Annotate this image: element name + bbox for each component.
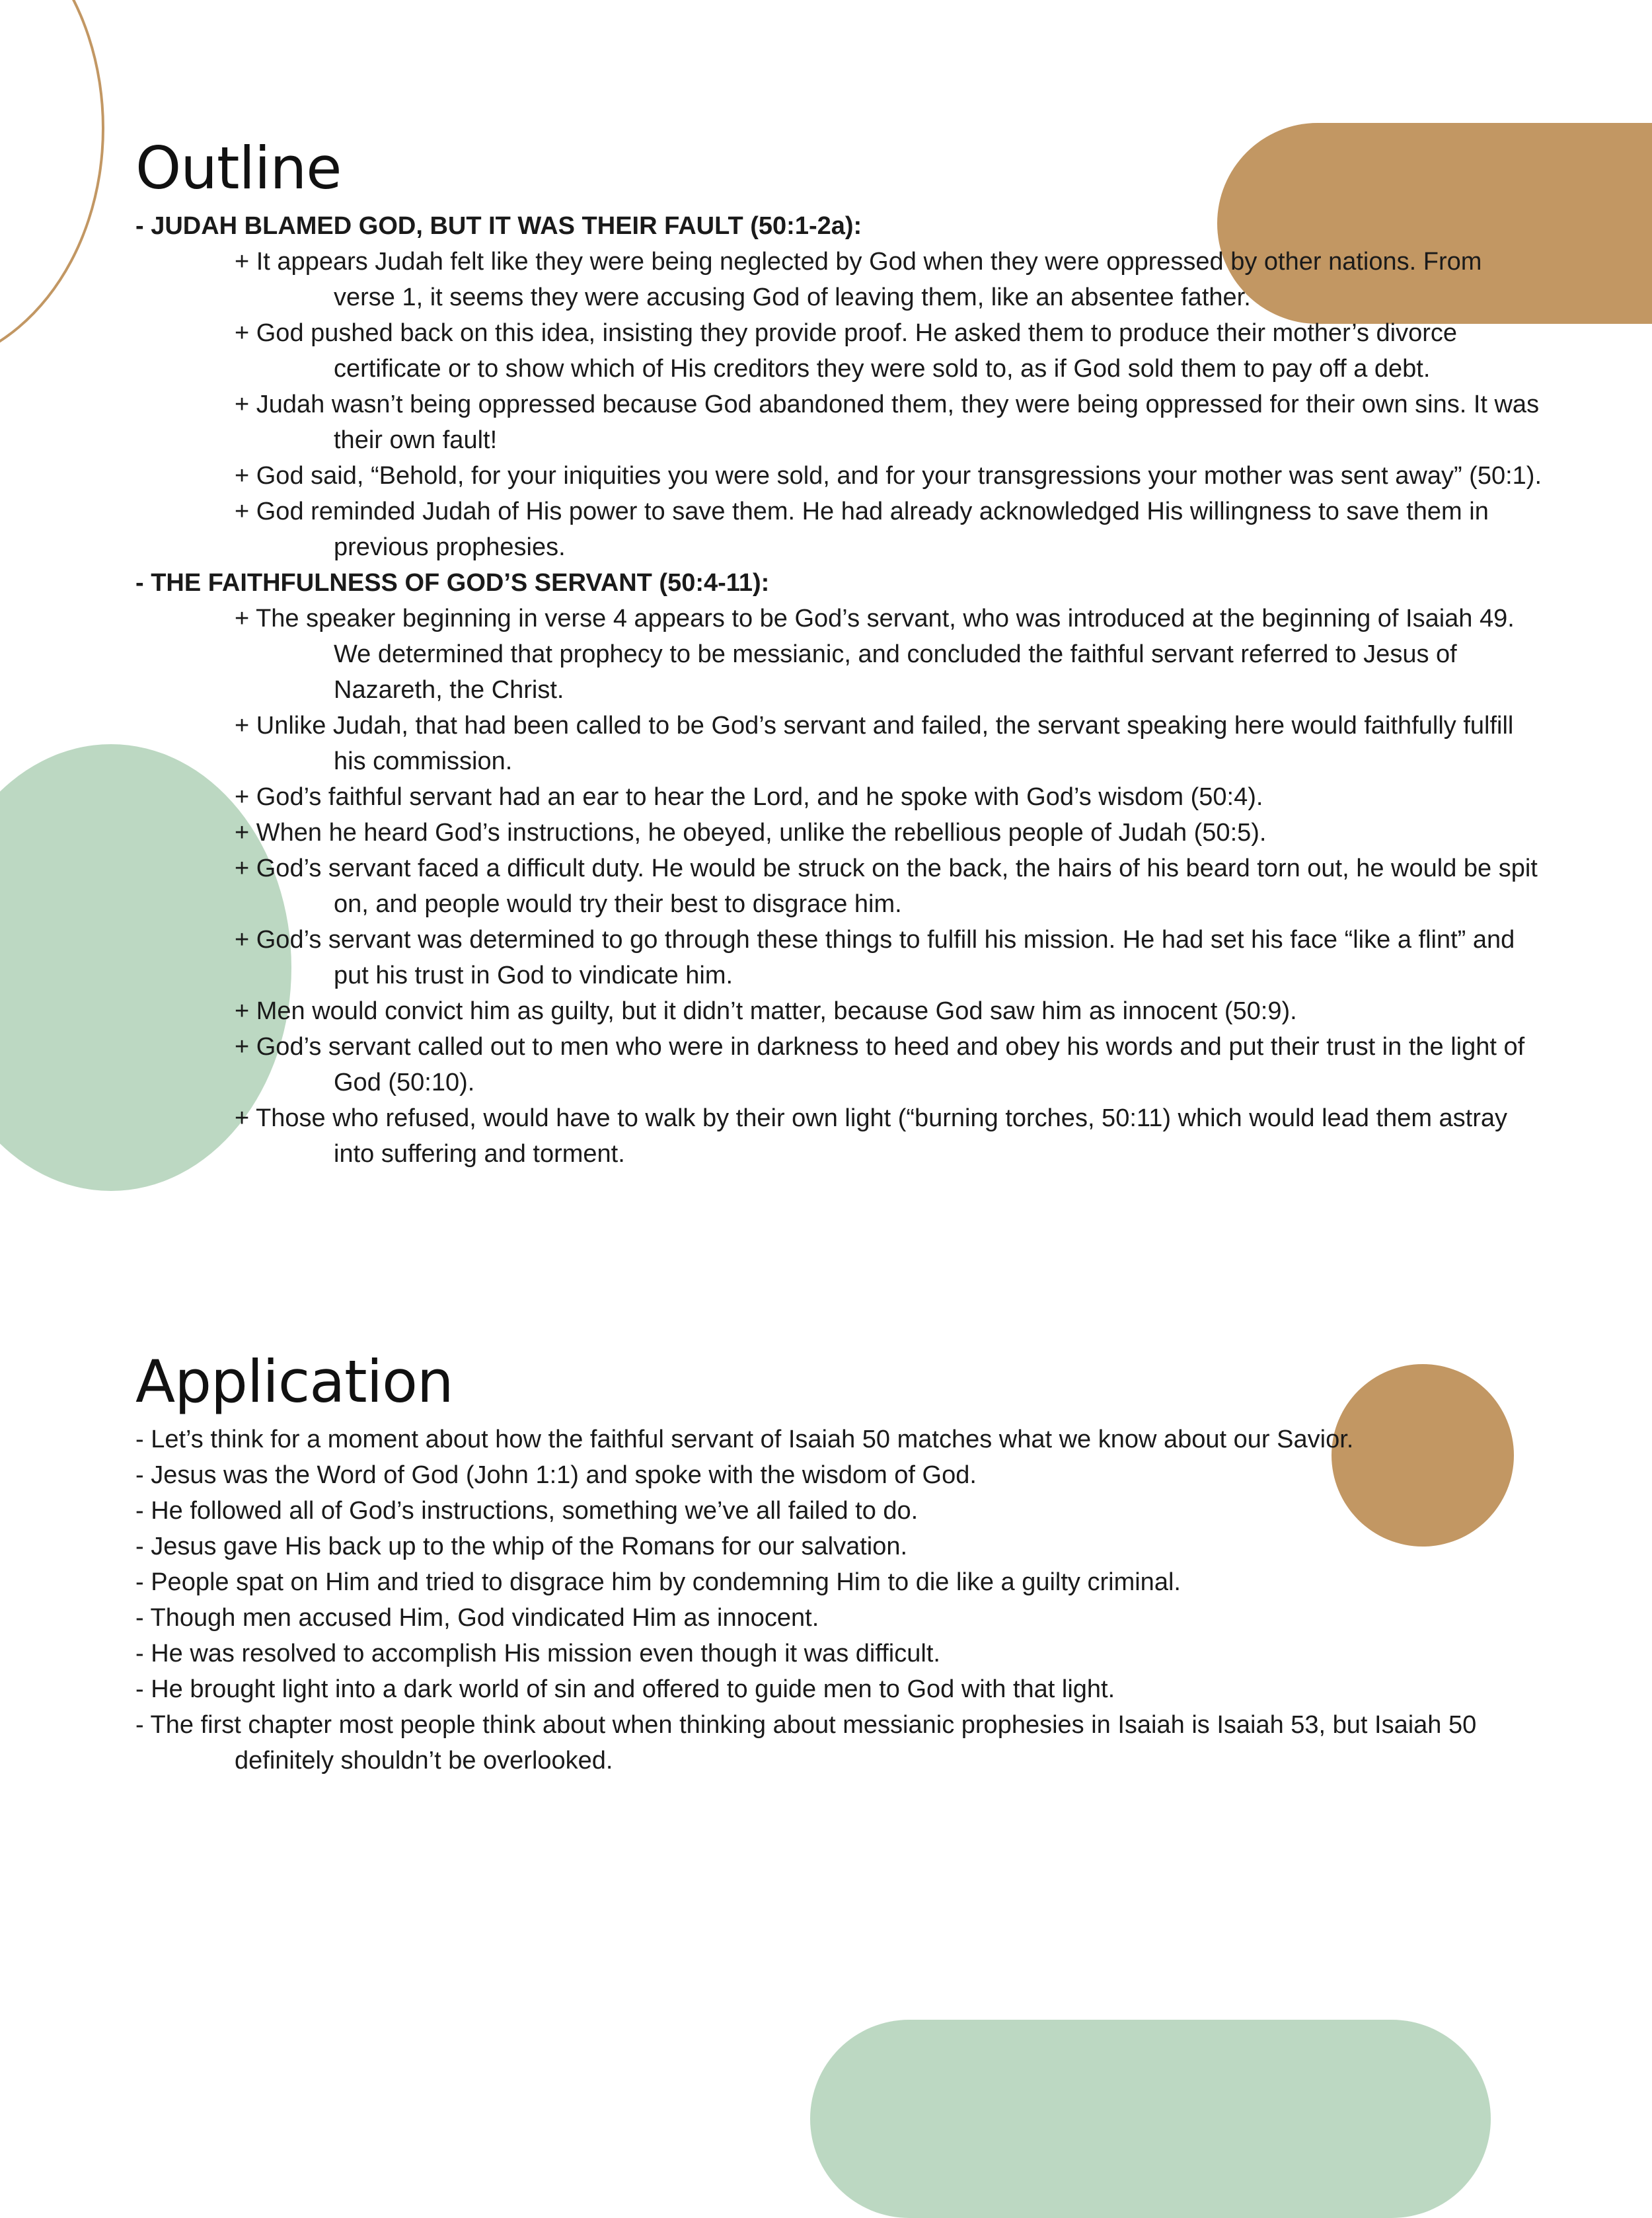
outline-point: + God’s faithful servant had an ear to hear the Lord, and he spoke with God’s wisdom (50:4).: [235, 783, 1263, 811]
application-item: - The first chapter most people think about when thinking about messianic prophesies in Isaiah is Isaiah 53, but Isaiah 50 definitely shouldn’t be overlooked.: [135, 1711, 1477, 1775]
outline-point: + God said, “Behold, for your iniquities you were sold, and for your transgressions your mother was sent away” (50:1).: [235, 462, 1542, 490]
decorative-arc: [0, 0, 104, 369]
application-item: - Jesus gave His back up to the whip of the Romans for our salvation.: [135, 1533, 908, 1560]
application-item: - Let’s think for a moment about how the faithful servant of Isaiah 50 matches what we know about our Savior.: [135, 1426, 1354, 1453]
application-item: - Jesus was the Word of God (John 1:1) and spoke with the wisdom of God.: [135, 1461, 977, 1489]
outline-point: + When he heard God’s instructions, he obeyed, unlike the rebellious people of Judah (50:5).: [235, 819, 1267, 847]
outline-point: + God pushed back on this idea, insisting they provide proof. He asked them to produce their mother’s divorce certificate or to show which of His creditors they were sold to, as if God sold them to pay off a debt.: [235, 319, 1458, 383]
application-item: - He followed all of God’s instructions, something we’ve all failed to do.: [135, 1497, 919, 1525]
application-item: - People spat on Him and tried to disgrace him by condemning Him to die like a guilty criminal.: [135, 1568, 1181, 1596]
outline-point: + Unlike Judah, that had been called to be God’s servant and failed, the servant speaking here would faithfully fulfill his commission.: [235, 712, 1514, 775]
outline-point: + God’s servant called out to men who were in darkness to heed and obey his words and put their trust in the light of God (50:10).: [235, 1033, 1525, 1096]
application-list: [135, 1422, 1550, 1778]
outline-section-judah: [135, 208, 1550, 565]
application-item: - Though men accused Him, God vindicated Him as innocent.: [135, 1604, 819, 1632]
outline-point: + God’s servant faced a difficult duty. He would be struck on the back, the hairs of his beard torn out, he would be spit on, and people would try their best to disgrace him.: [235, 855, 1538, 918]
section-heading: - THE FAITHFULNESS OF GOD’S SERVANT (50:4-11):: [135, 569, 770, 597]
outline-point: + Judah wasn’t being oppressed because God abandoned them, they were being oppressed for their own sins. It was their own fault!: [235, 391, 1540, 454]
section-heading: - JUDAH BLAMED GOD, BUT IT WAS THEIR FAULT (50:1-2a):: [135, 212, 862, 240]
point-list: [135, 601, 1550, 1172]
outline-point: + Men would convict him as guilty, but it didn’t matter, because God saw him as innocent (50:9).: [235, 997, 1297, 1025]
outline-point: + Those who refused, would have to walk by their own light (“burning torches, 50:11) which would lead them astray into suffering and torment.: [235, 1104, 1508, 1168]
outline-section-servant: [135, 565, 1550, 1172]
application-title: Application: [135, 1348, 453, 1416]
document-content: [135, 129, 1550, 1778]
point-list: [135, 244, 1550, 565]
application-item: - He was resolved to accomplish His mission even though it was difficult.: [135, 1640, 940, 1667]
outline-point: + God’s servant was determined to go through these things to fulfill his mission. He had set his face “like a flint” and put his trust in God to vindicate him.: [235, 926, 1515, 989]
outline-point: + The speaker beginning in verse 4 appears to be God’s servant, who was introduced at the beginning of Isaiah 49. We determined that prophecy to be messianic, and concluded the faithful servant referred to Jesus of Nazareth, the Christ.: [235, 605, 1515, 704]
outline-point: + God reminded Judah of His power to save them. He had already acknowledged His willingness to save them in previous prophesies.: [235, 498, 1489, 561]
application-item: - He brought light into a dark world of sin and offered to guide men to God with that light.: [135, 1675, 1115, 1703]
outline-point: + It appears Judah felt like they were being neglected by God when they were oppressed by other nations. From verse 1, it seems they were accusing God of leaving them, like an absentee father.: [235, 248, 1482, 311]
outline-title: Outline: [135, 134, 342, 202]
decorative-pill-bottom: [810, 2020, 1491, 2218]
